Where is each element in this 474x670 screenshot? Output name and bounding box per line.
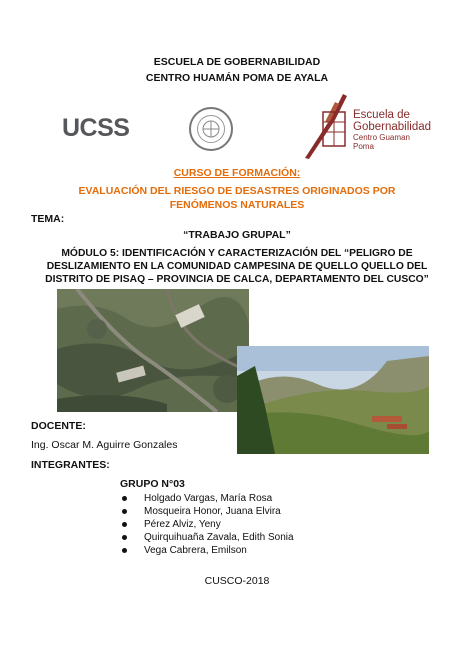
docente-name: Ing. Oscar M. Aguirre Gonzales xyxy=(31,439,178,451)
school-name: ESCUELA DE GOBERNABILIDAD xyxy=(153,56,321,68)
course-title: EVALUACIÓN DEL RIESGO DE DESASTRES ORIGINADOS POR FENÓMENOS NATURALES xyxy=(78,185,396,211)
escuela-gobernabilidad-logo xyxy=(295,92,432,162)
member-name: Mosqueira Honor, Juana Elvira xyxy=(144,506,281,517)
docente-label: DOCENTE: xyxy=(31,420,86,432)
course-label: CURSO DE FORMACIÓN: xyxy=(173,167,301,179)
egob-line-1: Escuela de xyxy=(353,109,410,121)
ucss-logo-text: UCSS xyxy=(62,114,130,142)
work-type: “TRABAJO GRUPAL” xyxy=(183,229,291,241)
members-list xyxy=(120,492,294,557)
aerial-satellite-photo xyxy=(57,289,249,412)
integrantes-label: INTEGRANTES: xyxy=(31,459,110,471)
quill-emblem-icon xyxy=(295,92,351,162)
list-item xyxy=(120,544,294,557)
module-title: MÓDULO 5: IDENTIFICACIÓN Y CARACTERIZACIÓN DEL “PELIGRO DE DESLIZAMIENTO EN LA COMUNIDAD CAMPESINA DE QUELLO QUELLO DEL DISTRITO DE PISAQ – PROVINCIA DE CALCA, DEPARTAMENTO DEL CUSCO” xyxy=(45,248,429,285)
egob-line-2: Gobernabilidad xyxy=(353,121,432,133)
footer-city-year: CUSCO-2018 xyxy=(204,575,270,587)
tema-label: TEMA: xyxy=(31,213,65,225)
ucss-logo xyxy=(62,107,174,151)
list-item xyxy=(120,492,294,505)
member-name: Pérez Alviz, Yeny xyxy=(144,519,221,530)
bullet-icon xyxy=(122,509,127,514)
egob-line-3: Centro Guaman Poma xyxy=(353,133,410,151)
bullet-icon xyxy=(122,535,127,540)
list-item xyxy=(120,518,294,531)
list-item xyxy=(120,505,294,518)
bullet-icon xyxy=(122,548,127,553)
group-name: GRUPO N°03 xyxy=(120,478,185,490)
university-seal-icon xyxy=(189,107,233,151)
bullet-icon xyxy=(122,522,127,527)
center-name: CENTRO HUAMÁN POMA DE AYALA xyxy=(145,72,329,84)
bullet-icon xyxy=(122,496,127,501)
list-item xyxy=(120,531,294,544)
member-name: Holgado Vargas, María Rosa xyxy=(144,493,273,504)
valley-landscape-photo xyxy=(237,346,429,454)
member-name: Quirquihuaña Zavala, Edith Sonia xyxy=(144,532,294,543)
member-name: Vega Cabrera, Emilson xyxy=(144,545,247,556)
